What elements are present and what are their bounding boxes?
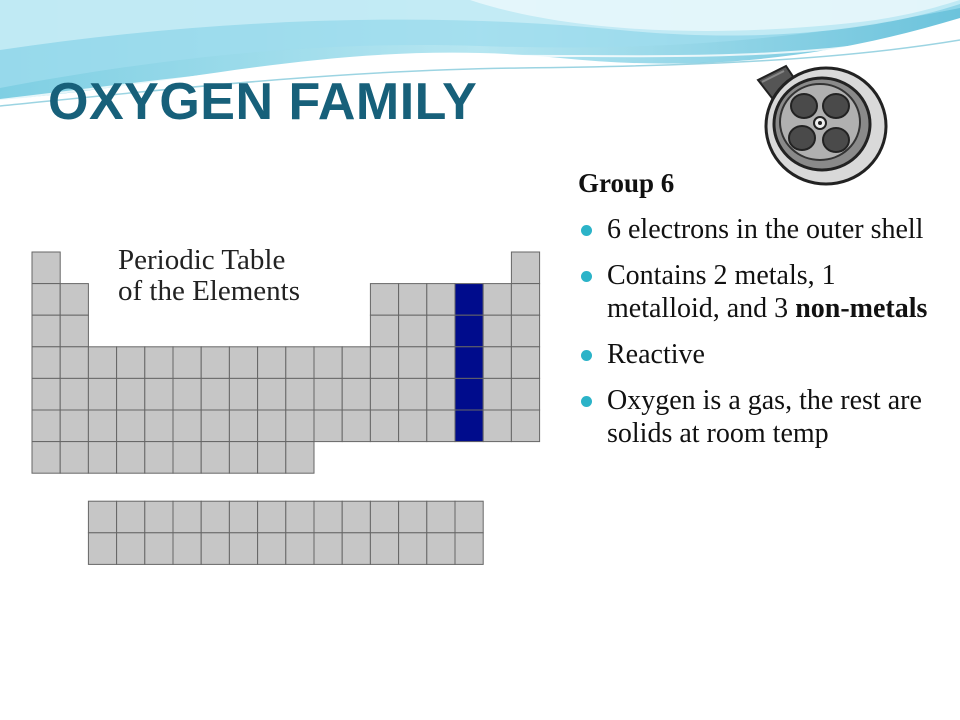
- periodic-cell: [60, 315, 88, 347]
- periodic-cell: [32, 252, 60, 284]
- periodic-cell: [370, 378, 398, 410]
- periodic-cell: [483, 378, 511, 410]
- periodic-cell: [32, 442, 60, 474]
- bullet-dot-icon: [581, 350, 592, 361]
- bullet-text: Oxygen is a gas, the rest are solids at room temp: [607, 385, 922, 449]
- periodic-cell: [60, 347, 88, 379]
- bullet-text: Reactive: [607, 339, 705, 370]
- periodic-cell: [32, 315, 60, 347]
- periodic-table-grid: [24, 236, 580, 584]
- bullet-item: [578, 338, 948, 371]
- periodic-cell-f-block: [258, 533, 286, 565]
- periodic-cell: [370, 410, 398, 442]
- periodic-cell: [60, 442, 88, 474]
- periodic-cell-f-block: [88, 533, 116, 565]
- periodic-cell: [32, 378, 60, 410]
- periodic-cell-f-block: [455, 533, 483, 565]
- periodic-cell-f-block: [201, 533, 229, 565]
- periodic-cell: [117, 442, 145, 474]
- periodic-cell: [60, 284, 88, 316]
- periodic-cell: [427, 315, 455, 347]
- periodic-cell: [483, 315, 511, 347]
- periodic-cell: [511, 284, 539, 316]
- periodic-cell-f-block: [258, 501, 286, 533]
- periodic-cell: [427, 410, 455, 442]
- periodic-cell-f-block: [229, 533, 257, 565]
- bullet-text: 6 electrons in the outer shell: [607, 214, 924, 245]
- caption-line-2: of the Elements: [118, 275, 301, 307]
- periodic-cell-f-block: [370, 533, 398, 565]
- periodic-cell: [88, 442, 116, 474]
- periodic-cell-highlighted: [455, 378, 483, 410]
- periodic-cell: [117, 410, 145, 442]
- periodic-cell-highlighted: [455, 410, 483, 442]
- periodic-cell-f-block: [173, 501, 201, 533]
- periodic-cell-f-block: [145, 533, 173, 565]
- periodic-cell-f-block: [427, 501, 455, 533]
- periodic-cell-f-block: [286, 501, 314, 533]
- periodic-cell: [399, 315, 427, 347]
- periodic-cell: [229, 410, 257, 442]
- periodic-cell-f-block: [117, 501, 145, 533]
- periodic-cell: [145, 410, 173, 442]
- periodic-cell: [201, 442, 229, 474]
- periodic-cell: [511, 410, 539, 442]
- periodic-cell-f-block: [370, 501, 398, 533]
- periodic-cell: [258, 347, 286, 379]
- bullet-dot-icon: [581, 225, 592, 236]
- periodic-cell: [145, 442, 173, 474]
- periodic-cell-f-block: [342, 501, 370, 533]
- periodic-cell: [229, 378, 257, 410]
- periodic-table-caption: [118, 245, 300, 307]
- periodic-cell-f-block: [399, 501, 427, 533]
- group-heading: Group 6: [578, 168, 675, 198]
- bullet-dot-icon: [581, 396, 592, 407]
- periodic-cell: [511, 378, 539, 410]
- periodic-cell: [511, 252, 539, 284]
- periodic-cell: [258, 410, 286, 442]
- periodic-cell: [427, 378, 455, 410]
- periodic-cell-f-block: [286, 533, 314, 565]
- periodic-cell: [88, 347, 116, 379]
- periodic-cell: [32, 284, 60, 316]
- bullet-item: [578, 384, 948, 450]
- bullet-item: [578, 259, 948, 325]
- periodic-cell: [342, 410, 370, 442]
- periodic-cell-f-block: [342, 533, 370, 565]
- periodic-cell: [258, 378, 286, 410]
- periodic-cell: [399, 284, 427, 316]
- periodic-cell-f-block: [117, 533, 145, 565]
- periodic-table-figure: [24, 236, 580, 584]
- periodic-cell: [286, 410, 314, 442]
- periodic-cell: [427, 284, 455, 316]
- periodic-cell: [60, 410, 88, 442]
- periodic-cell: [32, 347, 60, 379]
- periodic-cell-f-block: [399, 533, 427, 565]
- periodic-cell: [399, 410, 427, 442]
- periodic-cell: [314, 378, 342, 410]
- periodic-cell: [117, 378, 145, 410]
- periodic-cell: [145, 378, 173, 410]
- periodic-cell: [511, 347, 539, 379]
- periodic-cell: [88, 410, 116, 442]
- bullet-bold-text: non-metals: [795, 293, 928, 324]
- bullet-item: [578, 213, 948, 246]
- slide-title: OXYGEN FAMILY: [48, 73, 478, 131]
- periodic-cell: [427, 347, 455, 379]
- periodic-cell: [229, 442, 257, 474]
- periodic-cell: [370, 315, 398, 347]
- periodic-cell: [201, 347, 229, 379]
- periodic-cell: [173, 378, 201, 410]
- periodic-cell-f-block: [314, 533, 342, 565]
- periodic-cell-f-block: [145, 501, 173, 533]
- periodic-cell: [173, 347, 201, 379]
- bullet-text: Contains 2 metals, 1 metalloid, and 3: [607, 260, 836, 324]
- periodic-cell: [201, 378, 229, 410]
- periodic-cell-f-block: [173, 533, 201, 565]
- periodic-cell: [314, 347, 342, 379]
- bullet-list: [578, 213, 948, 450]
- periodic-cell: [258, 442, 286, 474]
- periodic-cell: [145, 347, 173, 379]
- periodic-cell: [173, 410, 201, 442]
- periodic-cell: [286, 378, 314, 410]
- periodic-cell: [483, 347, 511, 379]
- periodic-cell: [370, 347, 398, 379]
- periodic-cell: [314, 410, 342, 442]
- periodic-cell: [32, 410, 60, 442]
- periodic-cell-f-block: [314, 501, 342, 533]
- bullet-dot-icon: [581, 271, 592, 282]
- periodic-cell: [511, 315, 539, 347]
- periodic-cell-f-block: [201, 501, 229, 533]
- periodic-cell: [173, 442, 201, 474]
- periodic-cell: [483, 410, 511, 442]
- periodic-cell: [60, 378, 88, 410]
- periodic-cell: [342, 347, 370, 379]
- periodic-cell: [286, 442, 314, 474]
- periodic-cell-highlighted: [455, 315, 483, 347]
- periodic-cell-highlighted: [455, 347, 483, 379]
- periodic-cell: [229, 347, 257, 379]
- periodic-cell: [399, 347, 427, 379]
- content-column: [578, 168, 948, 463]
- periodic-cell: [342, 378, 370, 410]
- periodic-cell: [117, 347, 145, 379]
- caption-line-1: Periodic Table: [118, 244, 286, 276]
- periodic-cell: [88, 378, 116, 410]
- periodic-cell-f-block: [455, 501, 483, 533]
- periodic-cell: [483, 284, 511, 316]
- periodic-cell-highlighted: [455, 284, 483, 316]
- periodic-cell-f-block: [88, 501, 116, 533]
- periodic-cell: [399, 378, 427, 410]
- periodic-cell: [201, 410, 229, 442]
- periodic-cell: [370, 284, 398, 316]
- periodic-cell: [286, 347, 314, 379]
- periodic-cell-f-block: [427, 533, 455, 565]
- periodic-cell-f-block: [229, 501, 257, 533]
